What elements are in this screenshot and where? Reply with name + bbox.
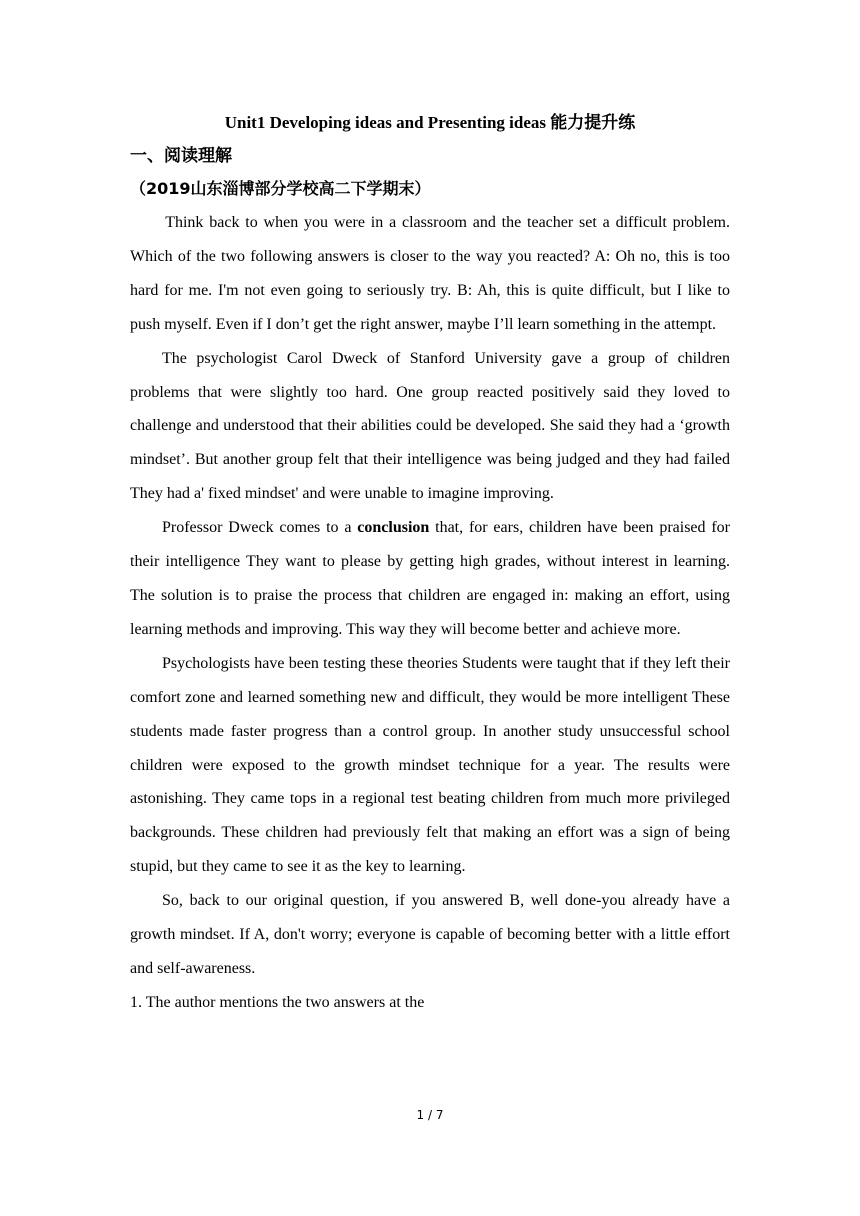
keyword-conclusion: conclusion: [357, 519, 430, 537]
paragraph-3-before: Professor Dweck comes to a: [162, 519, 358, 537]
paragraph-4: Psychologists have been testing these theories Students were taught that if they left their comfort zone and learned something new and difficult, they would be more intelligent These students made faster progress than a control group. In another study unsuccessful school children were exposed to the growth mindset technique for a year. The results were astonishing. They came tops in a regional test beating children from much more privileged backgrounds. These children had previously felt that making an effort was a sign of being stupid, but they came to see it as the key to learning.: [130, 654, 730, 876]
paragraph-5: So, back to our original question, if you answered B, well done-you already have a growth mindset. If A, don't worry; everyone is capable of becoming better with a little effort and self-awareness.: [130, 892, 730, 977]
passage-source: （2019山东淄博部分学校高二下学期末）: [130, 179, 431, 198]
paragraph-1: Think back to when you were in a classroom and the teacher set a difficult problem. Which of the two following answers is closer to the way you reacted? A: Oh no, this is too hard for me. I'm not even going to seriously try. B: Ah, this is quite difficult, but I like to push myself. Even if I don’t get the right answer, maybe I’ll learn something in the attempt.: [130, 214, 730, 333]
paragraph-3-after: that, for ears, children have been praised for their intelligence They want to please by getting high grades, without interest in learning. The solution is to praise the process that children are engaged in: making an effort, using learning methods and improving. This way they will become better and achieve more.: [130, 519, 731, 638]
page-number: 1 / 7: [416, 1108, 444, 1122]
question-1: 1. The author mentions the two answers at the: [130, 993, 425, 1011]
paragraph-2: The psychologist Carol Dweck of Stanford University gave a group of children problems that were slightly too hard. One group reacted positively said they loved to challenge and understood that their abilities could be developed. She said they had a ‘growth mindset’. But another group felt that their intelligence was being judged and they had failed They had a' fixed mindset' and were unable to imagine improving.: [130, 349, 730, 503]
paragraph-3: [130, 511, 730, 647]
document-content: [130, 108, 730, 1020]
document-title: Unit1 Developing ideas and Presenting ideas 能力提升练: [224, 113, 636, 132]
section-heading: 一、阅读理解: [130, 146, 232, 166]
